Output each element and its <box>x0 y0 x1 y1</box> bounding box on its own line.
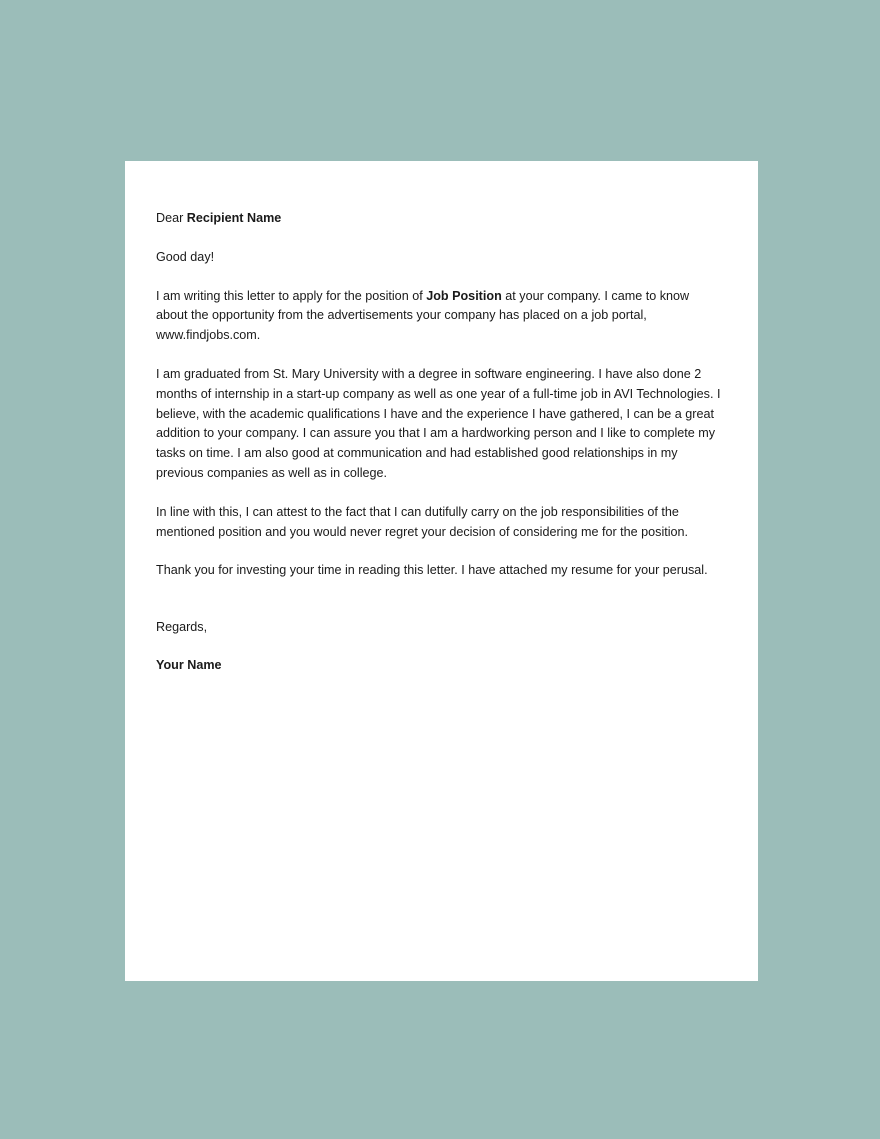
greeting: Good day! <box>156 249 215 264</box>
paragraph-application-end: at your company. I came to know about the opportunity from the advertisements your company has placed on a job portal, www.findjobs.com. <box>156 288 690 343</box>
letter-body <box>156 209 721 676</box>
letter-page <box>125 161 758 981</box>
salutation-prefix: Dear <box>156 211 187 225</box>
closing: Regards, <box>156 620 208 635</box>
paragraph-application <box>156 287 721 346</box>
paragraph-thanks: Thank you for investing your time in reading this letter. I have attached my resume for your perusal. <box>156 563 708 578</box>
job-position: Job Position <box>426 288 502 303</box>
paragraph-qualifications: I am graduated from St. Mary University with a degree in software engineering. I have also done 2 months of internship in a start-up company as well as one year of a full-time job in AVI Technologies. I believe, with the academic qualifications I have and the experience I have gathered, I can be a great addition to your company. I can assure you that I am a hardworking person and I like to complete my tasks on time. I am also good at communication and had established good relationships in my previous companies as well as in college. <box>156 366 721 480</box>
recipient-name: Recipient Name <box>186 211 282 225</box>
paragraph-commitment: In line with this, I can attest to the fact that I can dutifully carry on the job responsibilities of the mentioned position and you would never regret your decision of considering me for the position. <box>156 504 689 539</box>
signature-name: Your Name <box>156 657 222 672</box>
paragraph-application-start: I am writing this letter to apply for the position of <box>156 288 427 303</box>
salutation <box>156 209 721 229</box>
